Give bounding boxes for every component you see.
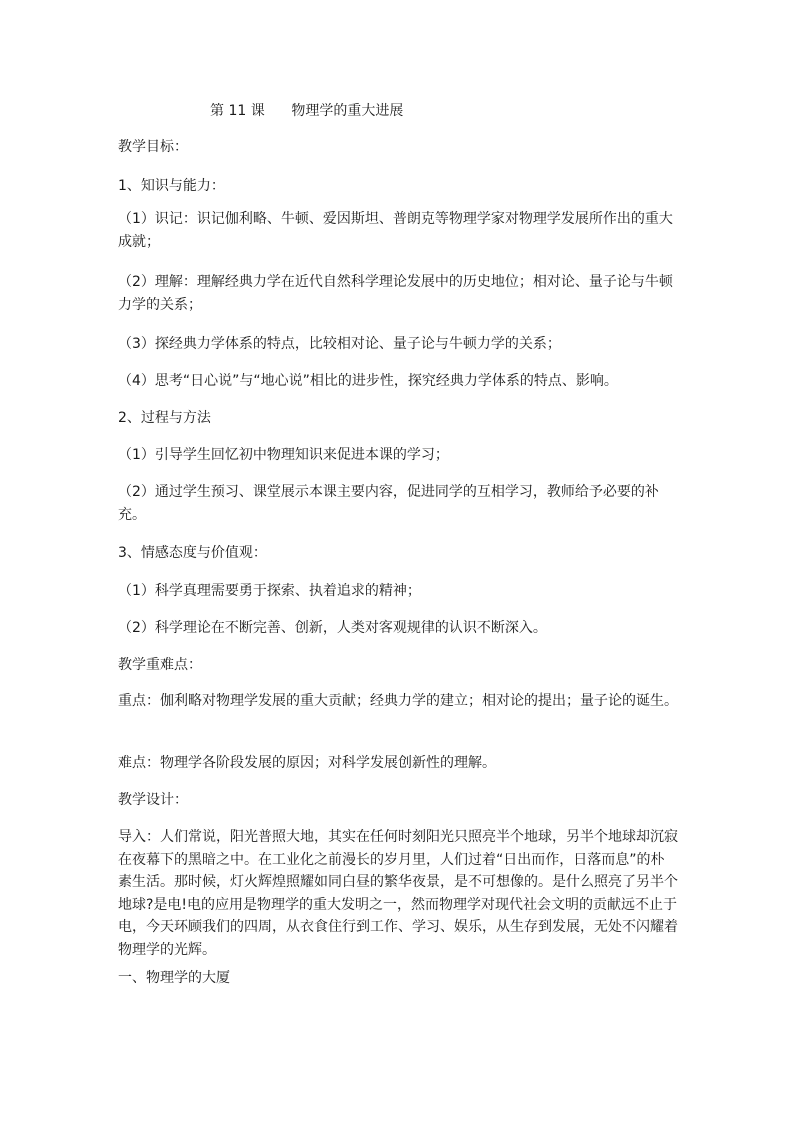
heading-attitude-values: 3、情感态度与价值观： (118, 545, 267, 561)
paragraph-pm-1: （1）引导学生回忆初中物理知识来促进本课的学习； (118, 447, 449, 463)
heading-part-one: 一、物理学的大厦 (118, 970, 230, 986)
paragraph-intro: 导入：人们常说，阳光普照大地，其实在任何时刻阳光只照亮半个地球，另半个地球却沉寂在夜幕下的黑暗之中。在工业化之前漫长的岁月里，人们过着“日出而作，日落而息”的朴素生活。那时候，灯火辉煌照耀如同白昼的繁华夜景，是不可想像的。是什么照亮了另半个地球?是电!电的应用是物理学的重大发明之一，然而物理学对现代社会文明的贡献远不止于电，今天环顾我们的四周，从衣食住行到工作、学习、娱乐，从生存到发展，无处不闪耀着物理学的光辉。 (118, 829, 678, 958)
heading-teaching-goals: 教学目标： (118, 139, 188, 155)
paragraph-ka-4: （4）思考“日心说”与“地心说”相比的进步性，探究经典力学体系的特点、影响。 (118, 373, 618, 389)
paragraph-difficult-points: 难点：物理学各阶段发展的原因；对科学发展创新性的理解。 (118, 755, 496, 771)
heading-key-difficult: 教学重难点： (118, 657, 202, 673)
heading-knowledge-ability: 1、知识与能力： (118, 178, 225, 194)
paragraph-key-points: 重点：伽利略对物理学发展的重大贡献；经典力学的建立；相对论的提出；量子论的诞生。 (118, 693, 678, 709)
heading-process-method: 2、过程与方法 (118, 410, 211, 426)
page-title: 第 11 课 物理学的重大进展 (210, 103, 404, 119)
paragraph-av-2: （2）科学理论在不断完善、创新，人类对客观规律的认识不断深入。 (118, 620, 547, 636)
paragraph-ka-2: （2）理解：理解经典力学在近代自然科学理论发展中的历史地位；相对论、量子论与牛顿力学的关系； (118, 274, 673, 313)
paragraph-pm-2: （2）通过学生预习、课堂展示本课主要内容，促进同学的互相学习，教师给予必要的补充。 (118, 484, 659, 523)
paragraph-ka-1: （1）识记：识记伽利略、牛顿、爱因斯坦、普朗克等物理学家对物理学发展所作出的重大成就； (118, 211, 673, 250)
heading-teaching-design: 教学设计： (118, 792, 188, 808)
paragraph-ka-3: （3）探经典力学体系的特点，比较相对论、量子论与牛顿力学的关系； (118, 336, 561, 352)
paragraph-av-1: （1）科学真理需要勇于探索、执着追求的精神； (118, 583, 421, 599)
